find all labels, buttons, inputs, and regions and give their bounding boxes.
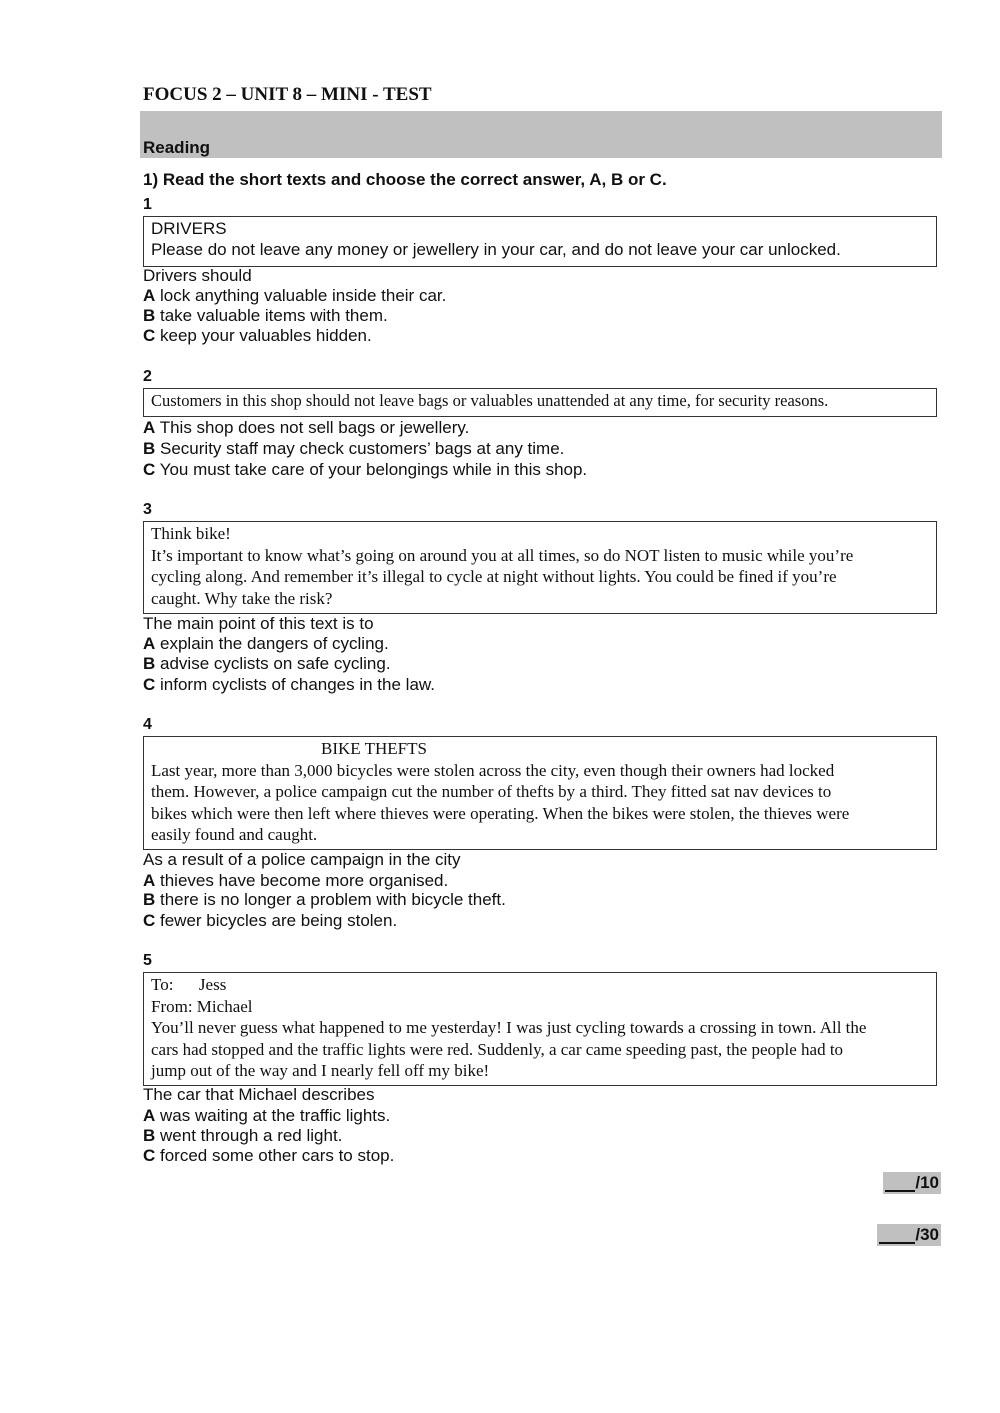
text-line: Last year, more than 3,000 bicycles were stolen across the city, even though their owners had locked	[151, 760, 835, 780]
answer-option-b[interactable]	[143, 1126, 342, 1146]
option-letter: B	[143, 439, 156, 458]
score-total-label: /30	[915, 1225, 939, 1244]
option-letter: B	[143, 1126, 156, 1145]
text-line: Customers in this shop should not leave bags or valuables unattended at any time, for security reasons.	[151, 391, 829, 410]
question-text-box	[143, 736, 937, 850]
text-line: cycling along. And remember it’s illegal to cycle at night without lights. You could be fined if you’re	[151, 567, 837, 586]
question-number: 5	[143, 952, 152, 969]
question-number: 3	[143, 501, 152, 518]
section-header	[140, 111, 942, 158]
option-text: take valuable items with them.	[155, 306, 388, 325]
answer-option-c[interactable]	[143, 326, 372, 346]
email-to-line: To: Jess	[151, 975, 227, 994]
section-score-field[interactable]	[883, 1172, 941, 1194]
option-letter: C	[143, 326, 156, 345]
page-title: FOCUS 2 – UNIT 8 – MINI - TEST	[143, 84, 432, 105]
option-text: inform cyclists of changes in the law.	[155, 675, 435, 694]
option-text: lock anything valuable inside their car.	[155, 286, 447, 305]
option-letter: B	[143, 890, 156, 909]
option-letter: A	[143, 418, 156, 437]
option-text: advise cyclists on safe cycling.	[155, 654, 391, 673]
option-letter: C	[143, 460, 156, 479]
task-instruction: 1) Read the short texts and choose the correct answer, A, B or C.	[143, 170, 667, 189]
text-line: them. However, a police campaign cut the number of thefts by a third. They fitted sat nav devices to	[151, 782, 832, 801]
option-text: keep your valuables hidden.	[155, 326, 372, 345]
answer-option-a[interactable]	[143, 634, 389, 654]
answer-option-c[interactable]	[143, 1146, 394, 1166]
option-letter: C	[143, 675, 156, 694]
option-letter: B	[143, 654, 156, 673]
answer-option-a[interactable]	[143, 286, 446, 306]
question-number: 4	[143, 716, 152, 733]
text-line: jump out of the way and I nearly fell off my bike!	[151, 1061, 490, 1080]
question-stem: As a result of a police campaign in the city	[143, 850, 461, 869]
option-letter: A	[143, 634, 156, 653]
option-letter: C	[143, 1146, 156, 1165]
answer-option-a[interactable]	[143, 418, 469, 438]
option-letter: A	[143, 1106, 156, 1125]
option-text: went through a red light.	[155, 1126, 343, 1145]
question-number: 2	[143, 368, 152, 385]
option-text: fewer bicycles are being stolen.	[155, 911, 398, 930]
question-text-box	[143, 521, 937, 614]
answer-option-b[interactable]	[143, 654, 391, 674]
option-text: Security staff may check customers’ bags at any time.	[155, 439, 565, 458]
answer-option-c[interactable]	[143, 911, 397, 931]
question-text-box	[143, 216, 937, 267]
text-heading: BIKE THEFTS	[321, 739, 427, 758]
option-text: there is no longer a problem with bicycle theft.	[155, 890, 506, 909]
answer-option-c[interactable]	[143, 460, 587, 480]
text-line: Please do not leave any money or jewellery in your car, and do not leave your car unlocked.	[151, 240, 841, 259]
answer-option-b[interactable]	[143, 306, 388, 326]
option-letter: A	[143, 871, 156, 890]
question-text-box	[143, 972, 937, 1086]
option-text: was waiting at the traffic lights.	[155, 1106, 391, 1125]
text-line: easily found and caught.	[151, 825, 318, 844]
option-text: forced some other cars to stop.	[155, 1146, 395, 1165]
option-text: This shop does not sell bags or jewellery.	[155, 418, 470, 437]
text-line: cars had stopped and the traffic lights were red. Suddenly, a car came speeding past, the people had to	[151, 1039, 844, 1059]
question-stem: Drivers should	[143, 266, 252, 285]
question-stem: The main point of this text is to	[143, 614, 374, 633]
answer-option-a[interactable]	[143, 871, 448, 891]
test-score-field[interactable]	[877, 1224, 941, 1246]
text-line: You’ll never guess what happened to me yesterday! I was just cycling towards a crossing in town. All the	[151, 1018, 867, 1037]
text-line: bikes which were then left where thieves were operating. When the bikes were stolen, the thieves were	[151, 803, 850, 823]
answer-option-c[interactable]	[143, 675, 435, 695]
option-letter: B	[143, 306, 156, 325]
answer-option-b[interactable]	[143, 890, 506, 910]
text-heading: Think bike!	[151, 524, 231, 543]
text-line: It’s important to know what’s going on around you at all times, so do NOT listen to music while you’re	[151, 545, 854, 565]
email-from-line: From: Michael	[151, 996, 253, 1016]
score-blank[interactable]	[879, 1224, 915, 1244]
score-blank[interactable]	[885, 1172, 915, 1192]
text-line: caught. Why take the risk?	[151, 588, 333, 608]
answer-option-b[interactable]	[143, 439, 564, 459]
option-text: You must take care of your belongings while in this shop.	[155, 460, 588, 479]
question-stem: The car that Michael describes	[143, 1085, 375, 1104]
option-text: thieves have become more organised.	[155, 871, 449, 890]
option-text: explain the dangers of cycling.	[155, 634, 389, 653]
option-letter: A	[143, 286, 156, 305]
section-title: Reading	[143, 138, 211, 157]
option-letter: C	[143, 911, 156, 930]
answer-option-a[interactable]	[143, 1106, 390, 1126]
score-total-label: /10	[915, 1173, 939, 1192]
question-text-box	[143, 388, 937, 417]
text-heading: DRIVERS	[151, 219, 227, 238]
question-number: 1	[143, 196, 152, 213]
